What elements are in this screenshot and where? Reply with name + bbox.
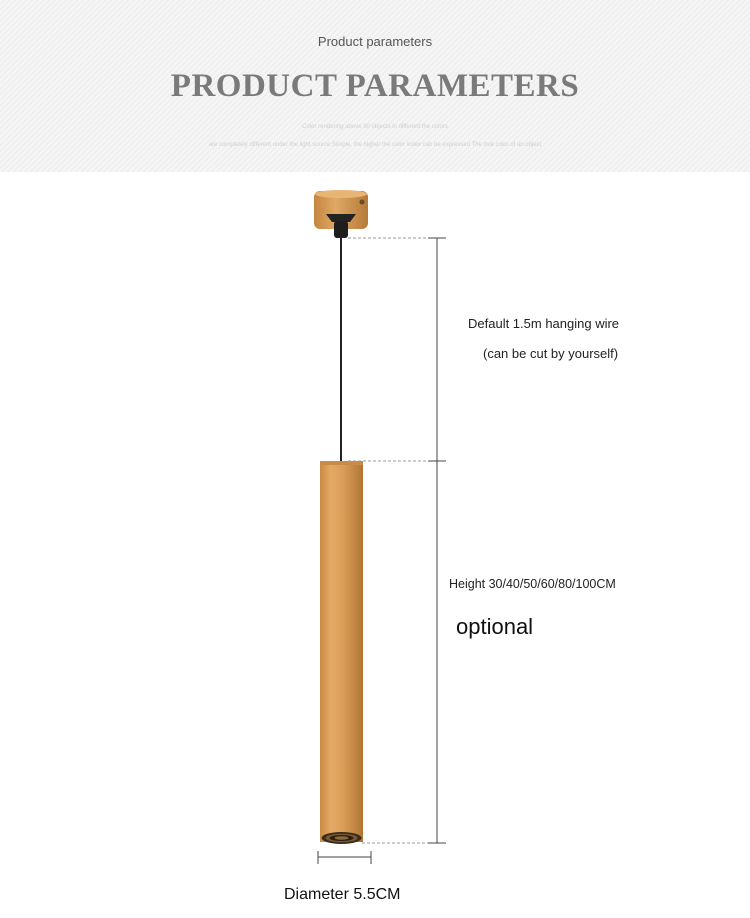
- height-options-label: Height 30/40/50/60/80/100CM: [449, 577, 616, 591]
- header-title: PRODUCT PARAMETERS: [170, 68, 580, 104]
- header-note-line-1: Color rendering above 90 objects in different the colors: [302, 124, 448, 130]
- header-note-line-2: are completely different under the light source Simple, the higher the color index can be expressed The true color of an object: [208, 142, 542, 148]
- wire-dimension-line: [428, 238, 446, 461]
- hanging-wire: [334, 221, 348, 462]
- wire-length-label: Default 1.5m hanging wire: [468, 316, 620, 331]
- header-subtitle: Product parameters: [317, 34, 433, 49]
- wire-cut-note: (can be cut by yourself): [483, 346, 619, 361]
- optional-label: optional: [456, 614, 534, 639]
- height-dimension-line: [428, 461, 446, 843]
- diameter-label: Diameter 5.5CM: [284, 886, 401, 903]
- diameter-dimension-line: [318, 851, 371, 864]
- lamp-tube: [320, 461, 363, 844]
